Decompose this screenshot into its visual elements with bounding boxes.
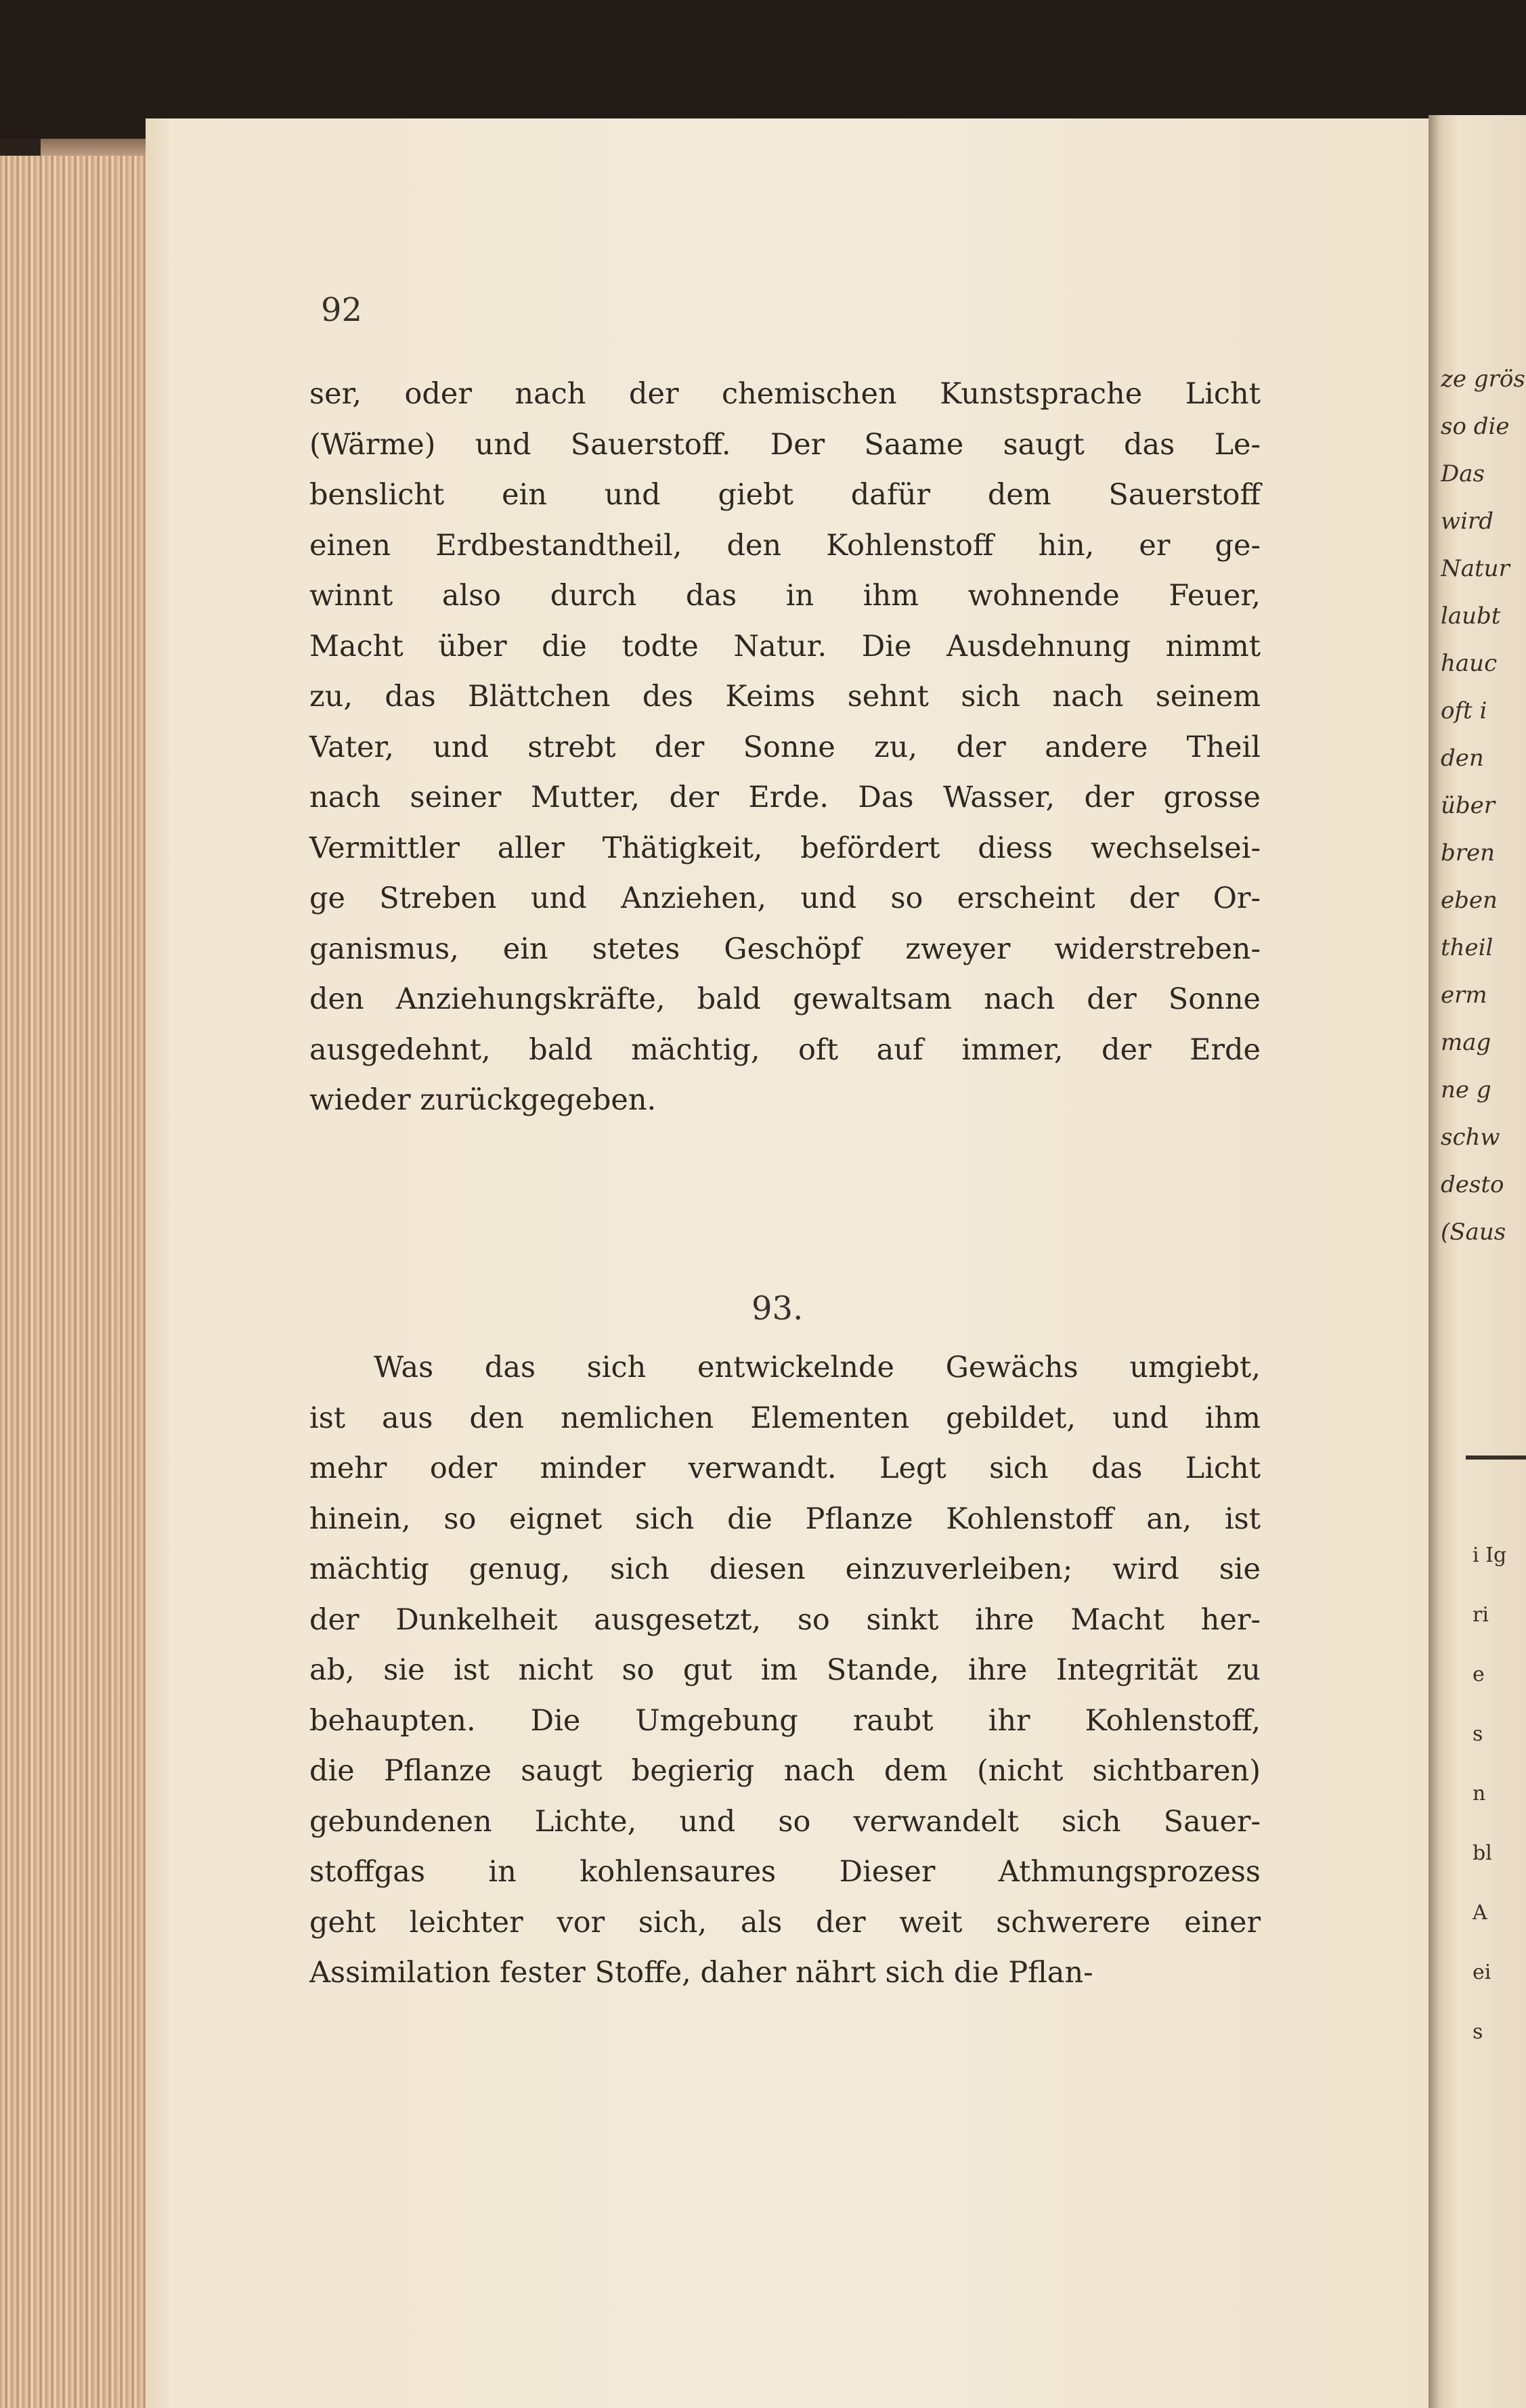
text-line: mächtig genug, sich diesen einzuverleiben; wird sie bbox=[309, 1552, 1261, 1586]
text-line: der Dunkelheit ausgesetzt, so sinkt ihre Macht her- bbox=[309, 1602, 1261, 1637]
facing-page-fragment: Das bbox=[1441, 460, 1485, 487]
text-line: gebundenen Lichte, und so verwandelt sich Sauer- bbox=[309, 1804, 1261, 1839]
text-line: zu, das Blättchen des Keims sehnt sich nach seinem bbox=[309, 680, 1261, 714]
facing-page-fragment: laubt bbox=[1441, 603, 1501, 630]
text-line: hinein, so eignet sich die Pflanze Kohlenstoff an, ist bbox=[309, 1502, 1261, 1536]
text-line: winnt also durch das in ihm wohnende Feuer, bbox=[309, 579, 1261, 613]
text-line: ser, oder nach der chemischen Kunstsprache Licht bbox=[309, 377, 1261, 411]
text-line: ab, sie ist nicht so gut im Stande, ihre Integrität zu bbox=[309, 1653, 1261, 1687]
facing-page-fragment: oft i bbox=[1441, 697, 1487, 724]
facing-page-rule bbox=[1466, 1455, 1526, 1460]
facing-page-fragment: wird bbox=[1441, 508, 1494, 535]
text-line: Was das sich entwickelnde Gewächs umgiebt, bbox=[374, 1351, 1261, 1384]
facing-page-fragment: A bbox=[1473, 1901, 1487, 1925]
text-line: behaupten. Die Umgebung raubt ihr Kohlenstoff, bbox=[309, 1703, 1261, 1738]
facing-page-fragment: mag bbox=[1441, 1029, 1491, 1056]
facing-page-fragment: hauc bbox=[1441, 650, 1498, 677]
text-line: ausgedehnt, bald mächtig, oft auf immer, der Erde bbox=[309, 1032, 1261, 1067]
text-line: Vermittler aller Thätigkeit, befördert diess wechselsei- bbox=[309, 831, 1261, 865]
facing-page-fragments-upper bbox=[1441, 366, 1526, 1266]
facing-page-fragment: n bbox=[1473, 1782, 1486, 1805]
facing-page-fragment: bren bbox=[1441, 839, 1496, 867]
text-line: mehr oder minder verwandt. Legt sich das Licht bbox=[309, 1451, 1261, 1485]
page-number: 92 bbox=[321, 291, 363, 329]
facing-page-fragment: ne g bbox=[1441, 1076, 1491, 1103]
facing-page-fragment: ei bbox=[1473, 1961, 1491, 1984]
facing-page-fragment: den bbox=[1441, 745, 1484, 772]
facing-page-fragment: i Ig bbox=[1473, 1544, 1507, 1567]
facing-page-fragment: eben bbox=[1441, 887, 1498, 914]
text-line: Assimilation fester Stoffe, daher nährt sich die Pflan- bbox=[309, 1956, 1093, 1990]
text-line: (Wärme) und Sauerstoff. Der Saame saugt das Le- bbox=[309, 427, 1261, 462]
facing-page-fragment: s bbox=[1473, 2020, 1483, 2044]
text-line: wieder zurückgegeben. bbox=[309, 1083, 657, 1117]
text-line: ganismus, ein stetes Geschöpf zweyer widerstreben- bbox=[309, 932, 1261, 966]
facing-page-fragment: (Saus bbox=[1441, 1219, 1506, 1246]
facing-page-fragment: erm bbox=[1441, 982, 1487, 1009]
facing-page-fragment: ri bbox=[1473, 1603, 1489, 1627]
text-line: Vater, und strebt der Sonne zu, der andere Theil bbox=[309, 730, 1261, 764]
facing-page-fragment: so die bbox=[1441, 413, 1510, 440]
facing-page-fragment: schw bbox=[1441, 1124, 1500, 1151]
facing-page-fragment: Natur bbox=[1441, 555, 1510, 582]
text-line: Macht über die todte Natur. Die Ausdehnung nimmt bbox=[309, 629, 1261, 663]
page-edges bbox=[0, 156, 146, 2408]
text-line: nach seiner Mutter, der Erde. Das Wasser, der grosse bbox=[309, 781, 1261, 814]
text-line: ist aus den nemlichen Elementen gebildet, und ihm bbox=[309, 1401, 1261, 1435]
text-line: geht leichter vor sich, als der weit schwerere einer bbox=[309, 1905, 1261, 1940]
facing-page-fragment: bl bbox=[1473, 1841, 1492, 1865]
facing-page-fragment: über bbox=[1441, 792, 1496, 819]
text-line: benslicht ein und giebt dafür dem Sauerstoff bbox=[309, 478, 1261, 512]
facing-page-fragment: e bbox=[1473, 1663, 1485, 1686]
text-line: den Anziehungskräfte, bald gewaltsam nach der Sonne bbox=[309, 982, 1261, 1016]
facing-page-fragment: s bbox=[1473, 1722, 1483, 1746]
facing-page-fragments-lower bbox=[1473, 1544, 1526, 2080]
text-line: stoffgas in kohlensaures Dieser Athmungsprozess bbox=[309, 1855, 1261, 1889]
facing-page-fragment: theil bbox=[1441, 934, 1494, 961]
facing-page-fragment: ze grös bbox=[1441, 366, 1525, 393]
text-line: ge Streben und Anziehen, und so erscheint der Or- bbox=[309, 881, 1261, 915]
paragraph-2 bbox=[309, 1342, 1261, 1998]
text-line: die Pflanze saugt begierig nach dem (nicht sichtbaren) bbox=[309, 1754, 1261, 1788]
text-line: einen Erdbestandtheil, den Kohlenstoff hin, er ge- bbox=[309, 528, 1261, 563]
paragraph-1 bbox=[309, 369, 1261, 1126]
section-number: 93. bbox=[751, 1290, 804, 1328]
facing-page-fragment: desto bbox=[1441, 1171, 1504, 1198]
